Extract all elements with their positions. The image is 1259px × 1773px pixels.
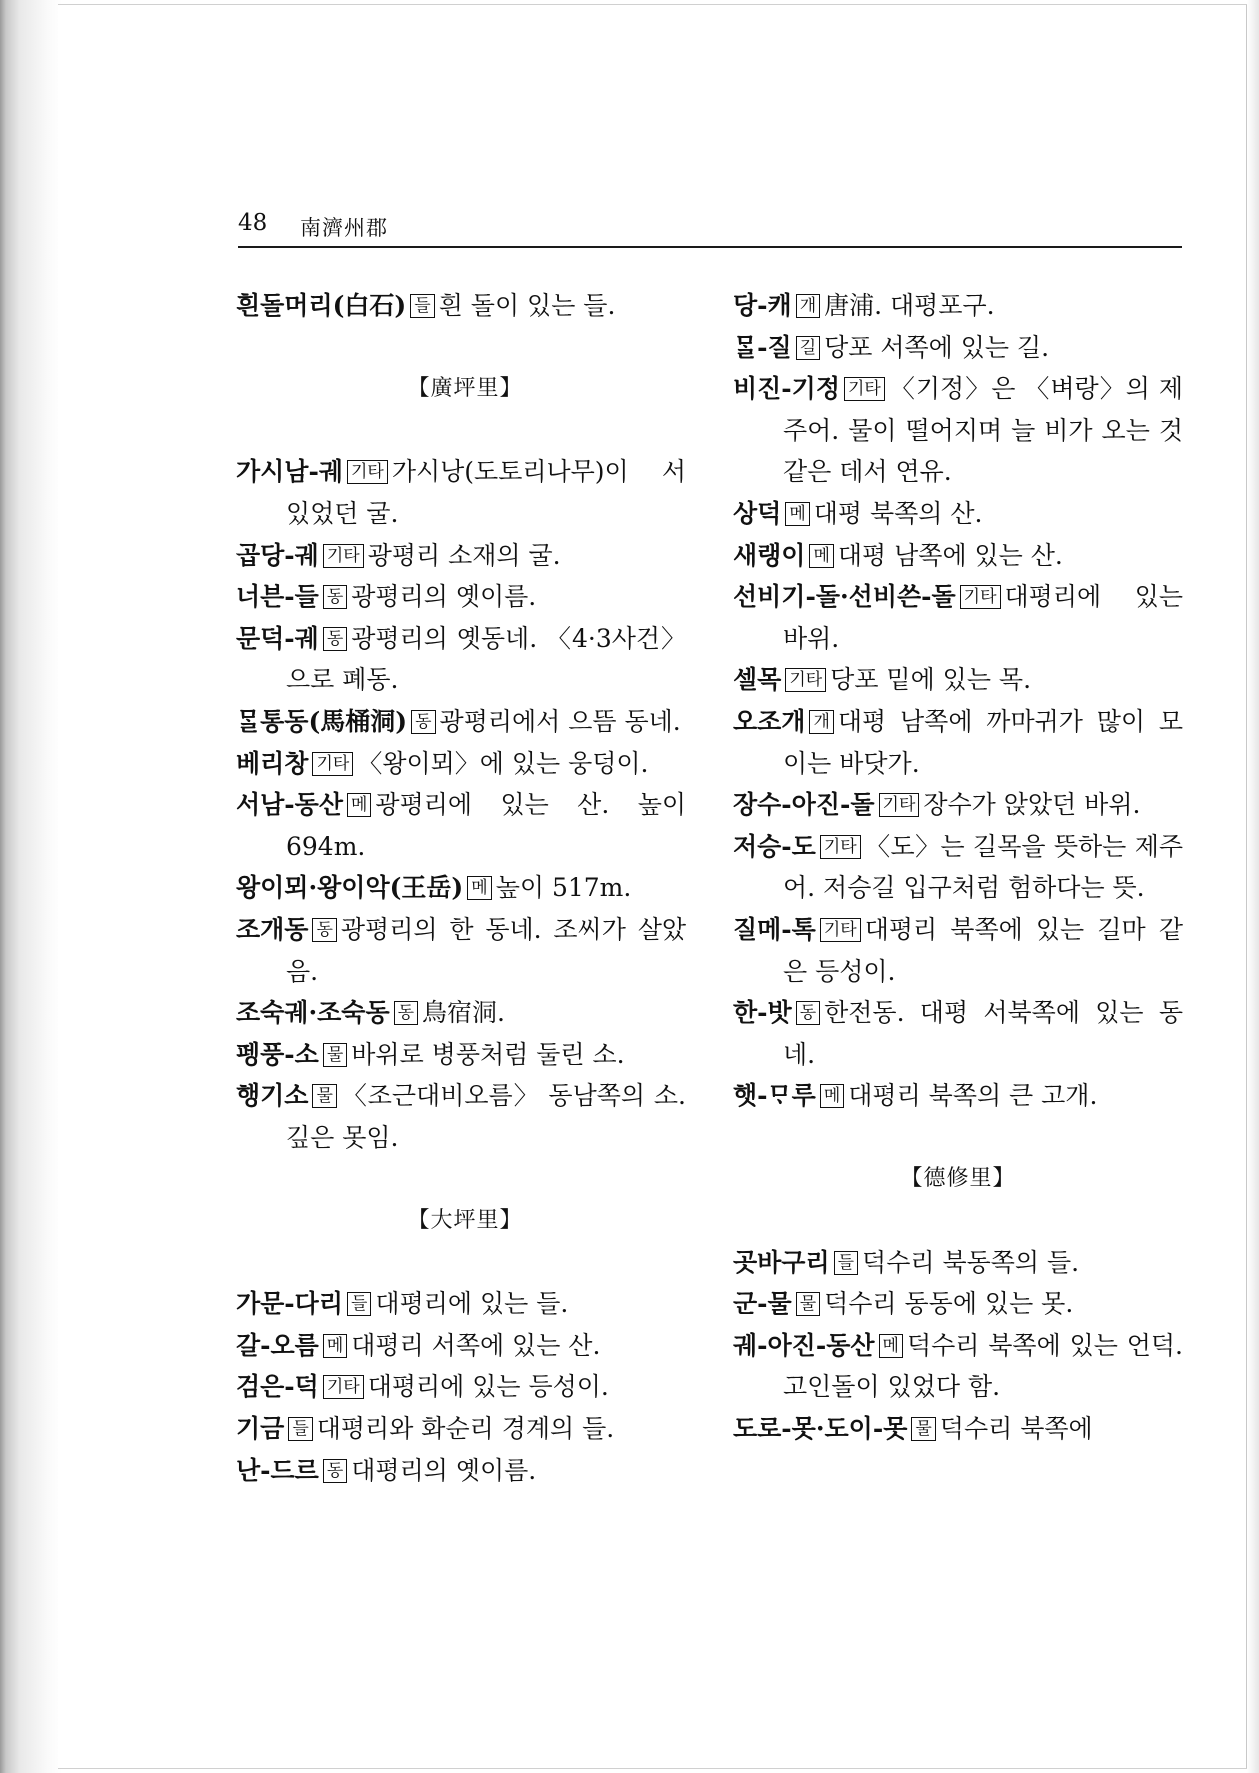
entry-definition: 대평리에 있는 바위. [783,582,1183,653]
entry-term: 기금 [236,1414,285,1444]
category-tag: 동 [394,1001,418,1025]
section-heading-daepyeong: 【大坪里】 [407,1208,523,1234]
category-tag: 동 [312,918,336,942]
entry-definition: 광평리에 있는 산. 높이 694m. [286,790,686,861]
entry-term: 햇-ᄆᆞ루 [733,1081,816,1111]
dictionary-entry [236,1366,686,1408]
entry-term: 펭풍-소 [236,1039,319,1069]
entry-term: 곳바구리 [733,1247,830,1277]
entry-definition: 대평 북쪽의 산. [813,498,983,528]
category-tag: 기타 [844,377,885,401]
category-tag: 길 [796,336,820,360]
dictionary-entry [236,867,686,909]
entry-term: 서남-동산 [236,790,343,820]
entry-definition: 흰 돌이 있는 들. [438,291,616,320]
category-tag: 동 [323,585,347,609]
category-tag: 들 [410,294,434,318]
entry-term: 도로-못·도이-못 [733,1414,908,1444]
entry-definition: 〈왕이뫼〉에 있는 웅덩이. [357,748,649,778]
entry-definition: 높이 517m. [495,873,632,903]
dictionary-entry [733,1242,1183,1284]
entry-definition: 한전동. 대평 서북쪽에 있는 동네. [783,998,1183,1069]
entry-definition: 대평리와 화순리 경계의 들. [316,1414,615,1444]
entry-definition: 당포 서쪽에 있는 길. [824,332,1050,362]
dictionary-entry [236,743,686,785]
entry-list-gwangpyeong [236,451,686,1158]
dictionary-entry [236,1283,686,1325]
dictionary-entry [236,1325,686,1367]
entry-definition: 광평리의 옛동네. 〈4·3사건〉으로 폐동. [286,623,686,695]
dictionary-entry [236,1450,686,1492]
entry-definition: 광평리의 한 동네. 조씨가 살았음. [286,914,686,986]
entry-term: 너븐-들 [236,582,319,612]
entry-term: 군-물 [733,1289,792,1319]
category-tag: 동 [411,710,435,734]
entry-list-deoksu [733,1242,1183,1450]
page-edge [1247,0,1259,1773]
entry-definition: 대평리에 있는 등성이. [367,1372,609,1402]
entry-definition: 광평리에서 으뜸 동네. [439,706,681,736]
dictionary-entry [236,576,686,618]
entry-term: ᄆᆞᆯ통동(馬桶洞) [236,706,408,736]
entry-definition: 대평리의 옛이름. [351,1455,537,1485]
entry-term: 왕이뫼·왕이악(王岳) [236,873,464,903]
category-tag: 기타 [312,752,353,776]
entry-definition: 대평리 북쪽에 있는 길마 같은 등성이. [783,914,1183,986]
category-tag: 기타 [960,585,1001,609]
dictionary-entry [733,576,1183,659]
entry-definition: 대평리 북쪽의 큰 고개. [848,1081,1098,1111]
entry-definition: 唐浦. 대평포구. [824,291,995,320]
dictionary-entry [733,368,1183,493]
dictionary-entry [236,535,686,577]
category-tag: 기타 [820,835,861,859]
page-number: 48 [238,210,268,236]
category-tag: 개 [796,294,820,318]
dictionary-entry [236,784,686,867]
dictionary-entry [733,909,1183,992]
dictionary-entry [733,535,1183,577]
entry-term: 조개동 [236,914,309,944]
dictionary-entry [733,327,1183,369]
entry-term: 비진-기정 [733,374,840,404]
category-tag: 기타 [820,918,861,942]
dictionary-entry [733,701,1183,784]
category-tag: 동 [796,1001,820,1025]
dictionary-entry [733,1325,1183,1408]
entry-term: 갈-오름 [236,1330,319,1360]
entry-definition: 〈도〉는 길목을 뜻하는 제주어. 저승길 입구처럼 험하다는 뜻. [783,831,1183,903]
entry-term: 행기소 [236,1081,309,1111]
dictionary-entry [236,1408,686,1450]
dictionary-entry [236,992,686,1034]
entry-term: 셀목 [733,665,782,695]
category-tag: 동 [323,1459,347,1483]
dictionary-entry [236,285,686,327]
entry-term: 조숙궤·조숙동 [236,998,390,1028]
entry-definition: 대평 남쪽에 까마귀가 많이 모이는 바닷가. [783,706,1183,778]
entry-definition: 덕수리 북쪽에 [939,1414,1093,1444]
entry-term: 당-캐 [733,291,792,320]
entry-definition: 대평리 서쪽에 있는 산. [351,1330,601,1360]
entry-term: 한-밧 [733,998,792,1028]
entry-term: 궤-아진-동산 [733,1330,875,1360]
entry-definition: 당포 밑에 있는 목. [830,665,1032,695]
running-title: 南濟州郡 [300,216,388,240]
category-tag: 들 [347,1292,371,1316]
entry-term: 선비기-돌·선비쓴-돌 [733,582,956,612]
category-tag: 들 [834,1251,858,1275]
category-tag: 메 [467,876,491,900]
entry-definition: 광평리 소재의 굴. [367,540,561,570]
entry-term: 문덕-궤 [236,623,319,653]
entry-definition: 광평리의 옛이름. [351,582,537,612]
entry-definition: 鳥宿洞. [422,998,505,1028]
dictionary-entry [733,659,1183,701]
category-tag: 기타 [347,460,388,484]
category-tag: 동 [323,627,347,651]
category-tag: 기타 [879,793,920,817]
entry-term: 곱당-궤 [236,540,319,570]
dictionary-entry [733,992,1183,1075]
entry-term: 저승-도 [733,831,816,861]
category-tag: 물 [312,1084,336,1108]
category-tag: 물 [796,1292,820,1316]
category-tag: 물 [323,1043,347,1067]
running-header [238,206,1182,248]
category-tag: 물 [911,1417,935,1441]
category-tag: 메 [809,544,833,568]
section-heading-deoksu: 【德修里】 [900,1166,1016,1192]
dictionary-entry [733,1408,1183,1450]
dictionary-entry [733,285,1183,327]
dictionary-entry [236,451,686,534]
category-tag: 기타 [785,668,826,692]
entry-definition: 〈기정〉은 〈벼랑〉의 제주어. 물이 떨어지며 늘 비가 오는 것 같은 데서 연유. [783,374,1183,487]
category-tag: 메 [820,1084,844,1108]
category-tag: 들 [288,1417,312,1441]
category-tag: 메 [879,1334,903,1358]
entry-term: 검은-덕 [236,1372,319,1402]
dictionary-entry [733,784,1183,826]
dictionary-entry [236,1075,686,1158]
entry-definition: 가시낭(도토리나무)이 서 있었던 굴. [286,457,686,528]
entry-definition: 대평리에 있는 들. [375,1289,569,1319]
binding-shadow [0,0,62,1773]
entry-list-daepyeong-continued [733,285,1183,1117]
entry-term: ᄆᆞᆯ-질 [733,332,792,362]
dictionary-entry [733,826,1183,909]
entry-definition: 바위로 병풍처럼 둘린 소. [351,1039,625,1069]
dictionary-entry [733,1075,1183,1117]
category-tag: 기타 [323,1375,364,1399]
category-tag: 기타 [323,544,364,568]
entry-definition: 〈조근대비오름〉 동남쪽의 소. 깊은 못임. [286,1081,686,1152]
right-column [733,285,1183,1450]
entry-term: 상덕 [733,498,782,528]
dictionary-entry [236,1034,686,1076]
category-tag: 메 [785,502,809,526]
entry-definition: 덕수리 북동쪽의 들. [862,1247,1080,1277]
entry-term: 가문-다리 [236,1289,343,1319]
entry-list-daepyeong [236,1283,686,1491]
entry-term: 가시남-궤 [236,457,343,487]
entry-definition: 대평 남쪽에 있는 산. [837,540,1063,570]
entry-term: 질메-톡 [733,914,816,944]
dictionary-entry [733,493,1183,535]
entry-definition: 덕수리 동동에 있는 못. [824,1289,1074,1319]
entry-term: 난-드르 [236,1455,319,1485]
dictionary-entry [236,701,686,743]
entry-term: 장수-아진-돌 [733,790,875,820]
section-heading-gwangpyeong: 【廣坪里】 [407,376,523,402]
dictionary-entry [236,618,686,701]
left-column [236,285,686,1491]
entry-definition: 덕수리 북쪽에 있는 언덕. 고인돌이 있었다 함. [783,1330,1183,1402]
category-tag: 개 [809,710,833,734]
entry-term: 새랭이 [733,540,806,570]
entry-definition: 장수가 앉았던 바위. [923,790,1141,820]
category-tag: 메 [347,793,371,817]
category-tag: 메 [323,1334,347,1358]
entry-term: 흰돌머리(白石) [236,291,407,320]
entry-term: 오조개 [733,706,806,736]
entry-term: 베리창 [236,748,309,778]
dictionary-entry [236,909,686,992]
dictionary-entry [733,1283,1183,1325]
